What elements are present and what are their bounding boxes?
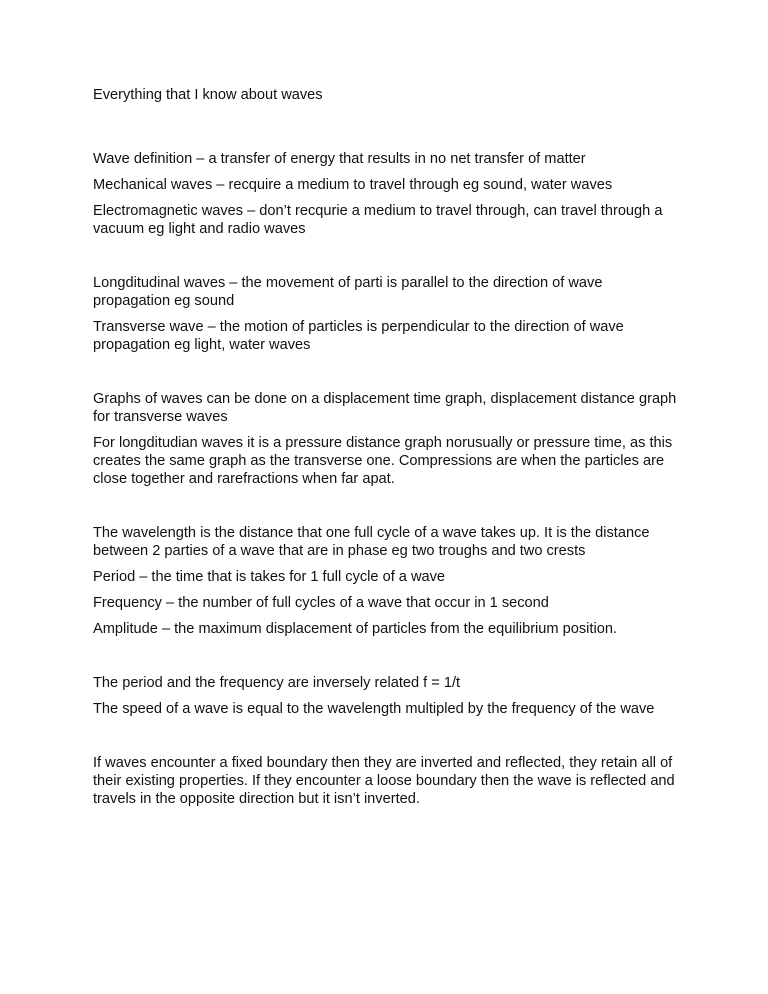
paragraph-wave-definition: Wave definition – a transfer of energy that results in no net transfer of matter: [93, 151, 586, 167]
paragraph-transverse-wave: Transverse wave – the motion of particles is perpendicular to the direction of wave propagation eg light, water waves: [93, 319, 624, 353]
paragraph-wavelength: The wavelength is the distance that one full cycle of a wave takes up. It is the distance between 2 parties of a wave that are in phase eg two troughs and two crests: [93, 525, 650, 559]
paragraph-period-frequency-relation: The period and the frequency are inversely related f = 1/t: [93, 675, 461, 691]
paragraph-period: Period – the time that is takes for 1 full cycle of a wave: [93, 569, 446, 585]
paragraph-frequency: Frequency – the number of full cycles of a wave that occur in 1 second: [93, 595, 549, 611]
spacer: [93, 646, 683, 674]
spacer: [93, 726, 683, 754]
paragraph-electromagnetic-waves: Electromagnetic waves – don’t recqurie a medium to travel through, can travel through a vacuum eg light and radio waves: [93, 203, 663, 237]
paragraph-wave-speed: The speed of a wave is equal to the wavelength multipled by the frequency of the wave: [93, 701, 655, 717]
spacer: [93, 246, 683, 274]
spacer: [93, 362, 683, 390]
paragraph-wave-graphs: Graphs of waves can be done on a displacement time graph, displacement distance graph for transverse waves: [93, 391, 677, 425]
paragraph-longitudinal-waves: Longditudinal waves – the movement of parti is parallel to the direction of wave propagation eg sound: [93, 275, 603, 309]
paragraph-amplitude: Amplitude – the maximum displacement of particles from the equilibrium position.: [93, 621, 617, 637]
document-title: Everything that I know about waves: [93, 87, 323, 103]
paragraph-longitudinal-graphs: For longditudian waves it is a pressure distance graph norusually or pressure time, as this creates the same graph as the transverse one. Compressions are when the particles are close together and rarefractions when far apat.: [93, 435, 673, 487]
spacer: [93, 112, 683, 150]
paragraph-boundaries: If waves encounter a fixed boundary then they are inverted and reflected, they retain all of their existing properties. If they encounter a loose boundary then the wave is reflected and travels in the opposite direction but it isn’t inverted.: [93, 755, 675, 807]
spacer: [93, 496, 683, 524]
document-body: [93, 86, 683, 816]
paragraph-mechanical-waves: Mechanical waves – recquire a medium to travel through eg sound, water waves: [93, 177, 613, 193]
